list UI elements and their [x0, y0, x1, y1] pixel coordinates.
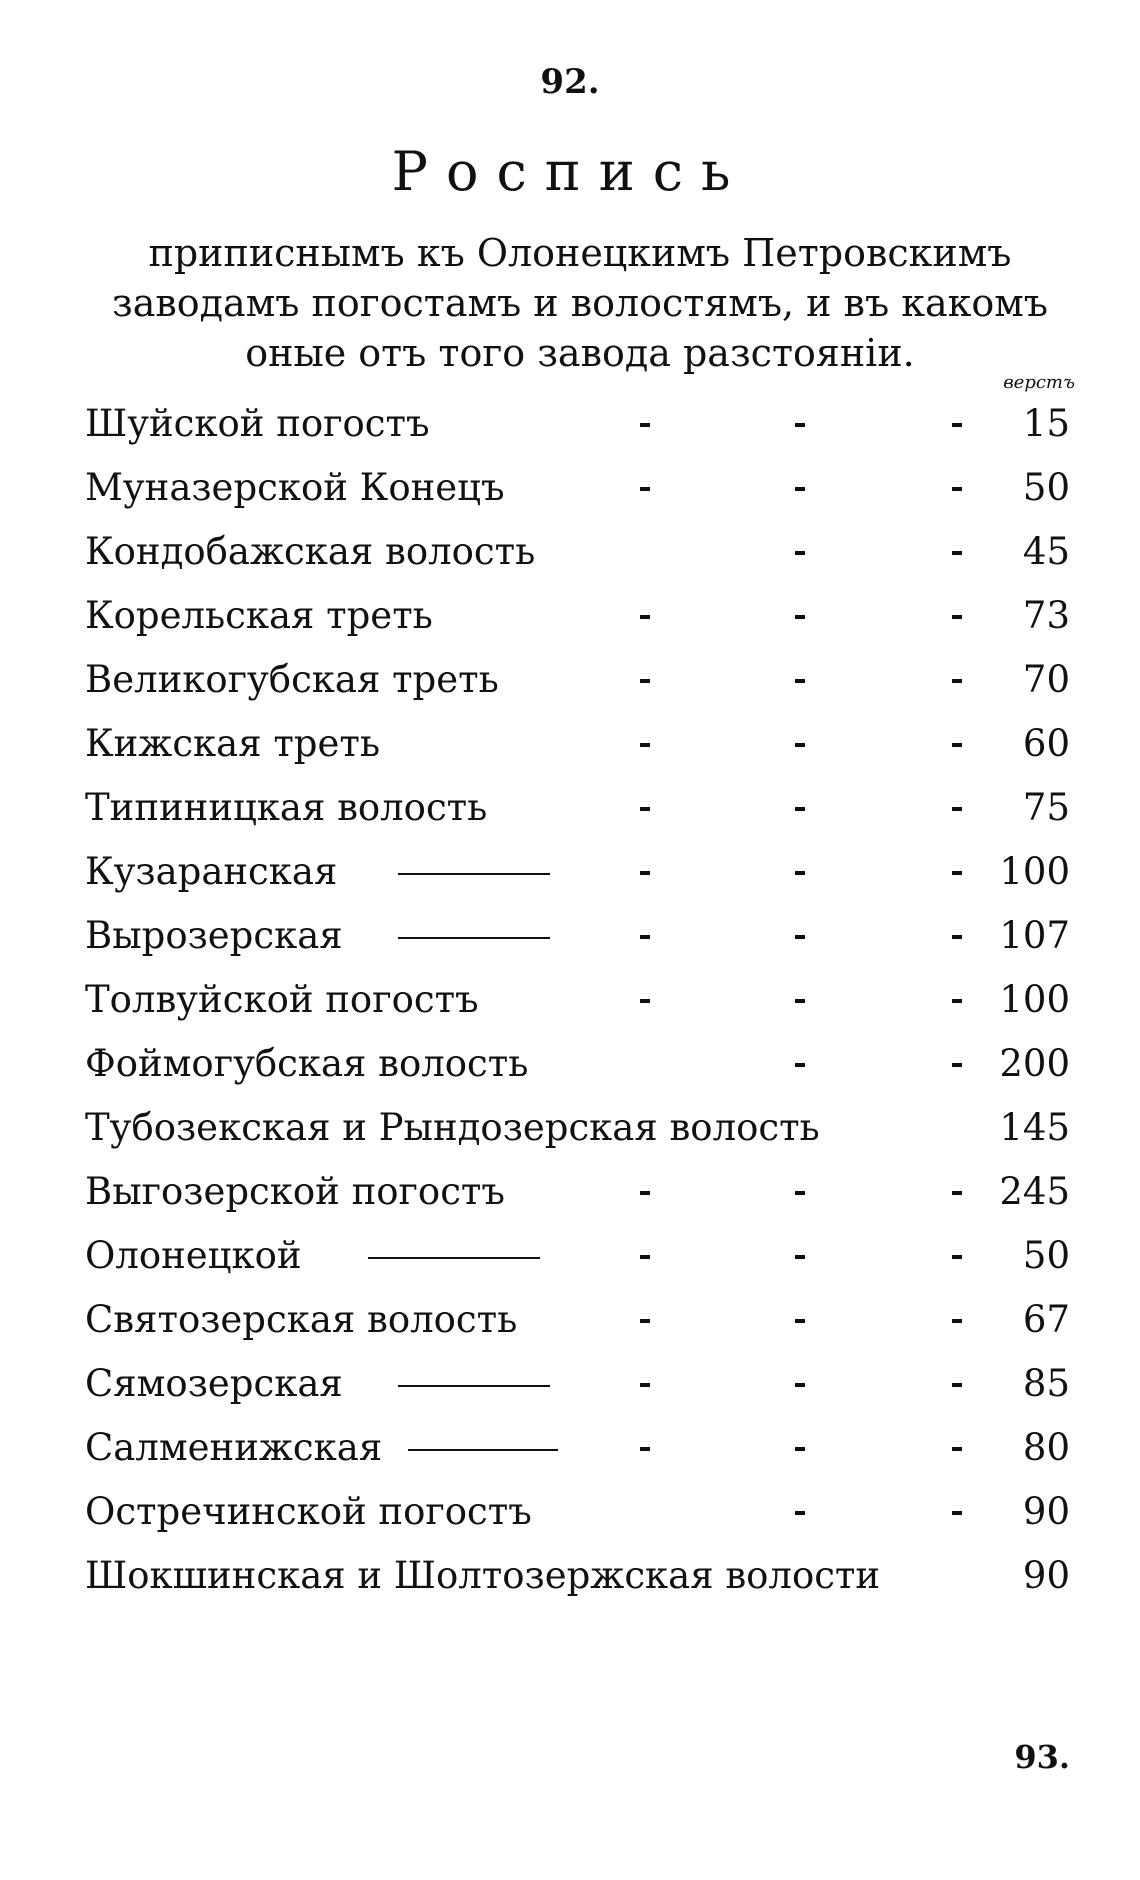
list-row — [0, 1352, 1140, 1416]
rule-line — [398, 937, 550, 939]
row-name: Фоймогубская волость — [85, 1042, 529, 1085]
row-name: Муназерской Конецъ — [85, 466, 505, 509]
row-name: Великогубская треть — [85, 658, 499, 701]
row-distance: 85 — [1022, 1362, 1070, 1405]
row-distance: 45 — [1022, 530, 1070, 573]
dash — [640, 1191, 650, 1195]
list-row — [0, 584, 1140, 648]
dash — [640, 1319, 650, 1323]
dash — [795, 423, 805, 427]
row-name: Корельская треть — [85, 594, 433, 637]
dash — [795, 615, 805, 619]
list-row — [0, 968, 1140, 1032]
page-title: Роспись — [391, 140, 749, 203]
dash — [795, 551, 805, 555]
dash — [952, 551, 962, 555]
dash — [640, 935, 650, 939]
unit-label: верстъ — [1003, 372, 1075, 393]
row-distance: 70 — [1022, 658, 1070, 701]
rule-line — [398, 1385, 550, 1387]
dash — [640, 1383, 650, 1387]
dash — [795, 679, 805, 683]
row-name: Остречинской погостъ — [85, 1490, 532, 1533]
row-distance: 67 — [1022, 1298, 1070, 1341]
list-row — [0, 904, 1140, 968]
dash — [952, 1447, 962, 1451]
row-distance: 100 — [999, 850, 1070, 893]
dash — [640, 615, 650, 619]
list-row — [0, 1096, 1140, 1160]
dash — [795, 1255, 805, 1259]
list-row — [0, 520, 1140, 584]
row-distance: 90 — [1022, 1490, 1070, 1533]
dash — [952, 999, 962, 1003]
list-row — [0, 648, 1140, 712]
dash — [795, 1319, 805, 1323]
rule-line — [368, 1257, 540, 1259]
dash — [952, 487, 962, 491]
row-name: Кондобажская волость — [85, 530, 536, 573]
dash — [795, 807, 805, 811]
dash — [795, 743, 805, 747]
rule-line — [408, 1449, 558, 1451]
row-distance: 15 — [1022, 402, 1070, 445]
catchword: 93. — [1014, 1738, 1070, 1776]
row-distance: 107 — [999, 914, 1070, 957]
dash — [952, 1255, 962, 1259]
dash — [640, 1255, 650, 1259]
dash — [795, 1063, 805, 1067]
row-name: Кузаранская — [85, 850, 338, 893]
dash — [952, 1319, 962, 1323]
list-row — [0, 1544, 1140, 1608]
row-distance: 200 — [999, 1042, 1070, 1085]
dash — [640, 871, 650, 875]
dash — [795, 1511, 805, 1515]
row-name: Типиницкая волость — [85, 786, 488, 829]
dash — [640, 743, 650, 747]
row-distance: 100 — [999, 978, 1070, 1021]
list-row — [0, 392, 1140, 456]
row-name: Олонецкой — [85, 1234, 302, 1277]
distance-list — [0, 392, 1140, 1608]
dash — [952, 615, 962, 619]
dash — [795, 1447, 805, 1451]
rule-line — [398, 873, 550, 875]
dash — [640, 679, 650, 683]
page-number: 92. — [540, 62, 600, 102]
list-row — [0, 1032, 1140, 1096]
dash — [640, 999, 650, 1003]
dash — [952, 423, 962, 427]
row-distance: 60 — [1022, 722, 1070, 765]
list-row — [0, 1288, 1140, 1352]
dash — [952, 743, 962, 747]
dash — [795, 487, 805, 491]
row-name: Салменижская — [85, 1426, 383, 1469]
row-distance: 80 — [1022, 1426, 1070, 1469]
row-name: Толвуйской погостъ — [85, 978, 479, 1021]
dash — [795, 999, 805, 1003]
row-distance: 50 — [1022, 466, 1070, 509]
dash — [952, 807, 962, 811]
row-name: Тубозекская и Рындозерская волость — [85, 1106, 820, 1149]
row-name: Вырозерская — [85, 914, 343, 957]
dash — [952, 1063, 962, 1067]
dash — [952, 1511, 962, 1515]
row-distance: 245 — [999, 1170, 1070, 1213]
dash — [795, 1383, 805, 1387]
dash — [640, 487, 650, 491]
dash — [640, 1447, 650, 1451]
row-name: Сямозерская — [85, 1362, 343, 1405]
row-distance: 73 — [1022, 594, 1070, 637]
row-name: Кижская треть — [85, 722, 381, 765]
list-row — [0, 1160, 1140, 1224]
dash — [795, 1191, 805, 1195]
row-name: Святозерская волость — [85, 1298, 518, 1341]
dash — [952, 871, 962, 875]
dash — [640, 423, 650, 427]
row-name: Шокшинская и Шолтозержская волости — [85, 1554, 881, 1597]
row-distance: 145 — [999, 1106, 1070, 1149]
list-row — [0, 712, 1140, 776]
dash — [640, 807, 650, 811]
list-row — [0, 1480, 1140, 1544]
list-row — [0, 1416, 1140, 1480]
row-distance: 75 — [1022, 786, 1070, 829]
subtitle: приписнымъ къ Олонецкимъ Петровскимъ заводамъ погостамъ и волостямъ, и въ какомъ оные отъ того завода разстояніи. — [112, 231, 1048, 375]
row-distance: 90 — [1022, 1554, 1070, 1597]
row-distance: 50 — [1022, 1234, 1070, 1277]
row-name: Шуйской погостъ — [85, 402, 430, 445]
list-row — [0, 456, 1140, 520]
dash — [952, 1191, 962, 1195]
list-row — [0, 1224, 1140, 1288]
dash — [795, 871, 805, 875]
dash — [952, 679, 962, 683]
dash — [952, 1383, 962, 1387]
dash — [795, 935, 805, 939]
row-name: Выгозерской погостъ — [85, 1170, 505, 1213]
dash — [952, 935, 962, 939]
list-row — [0, 840, 1140, 904]
list-row — [0, 776, 1140, 840]
